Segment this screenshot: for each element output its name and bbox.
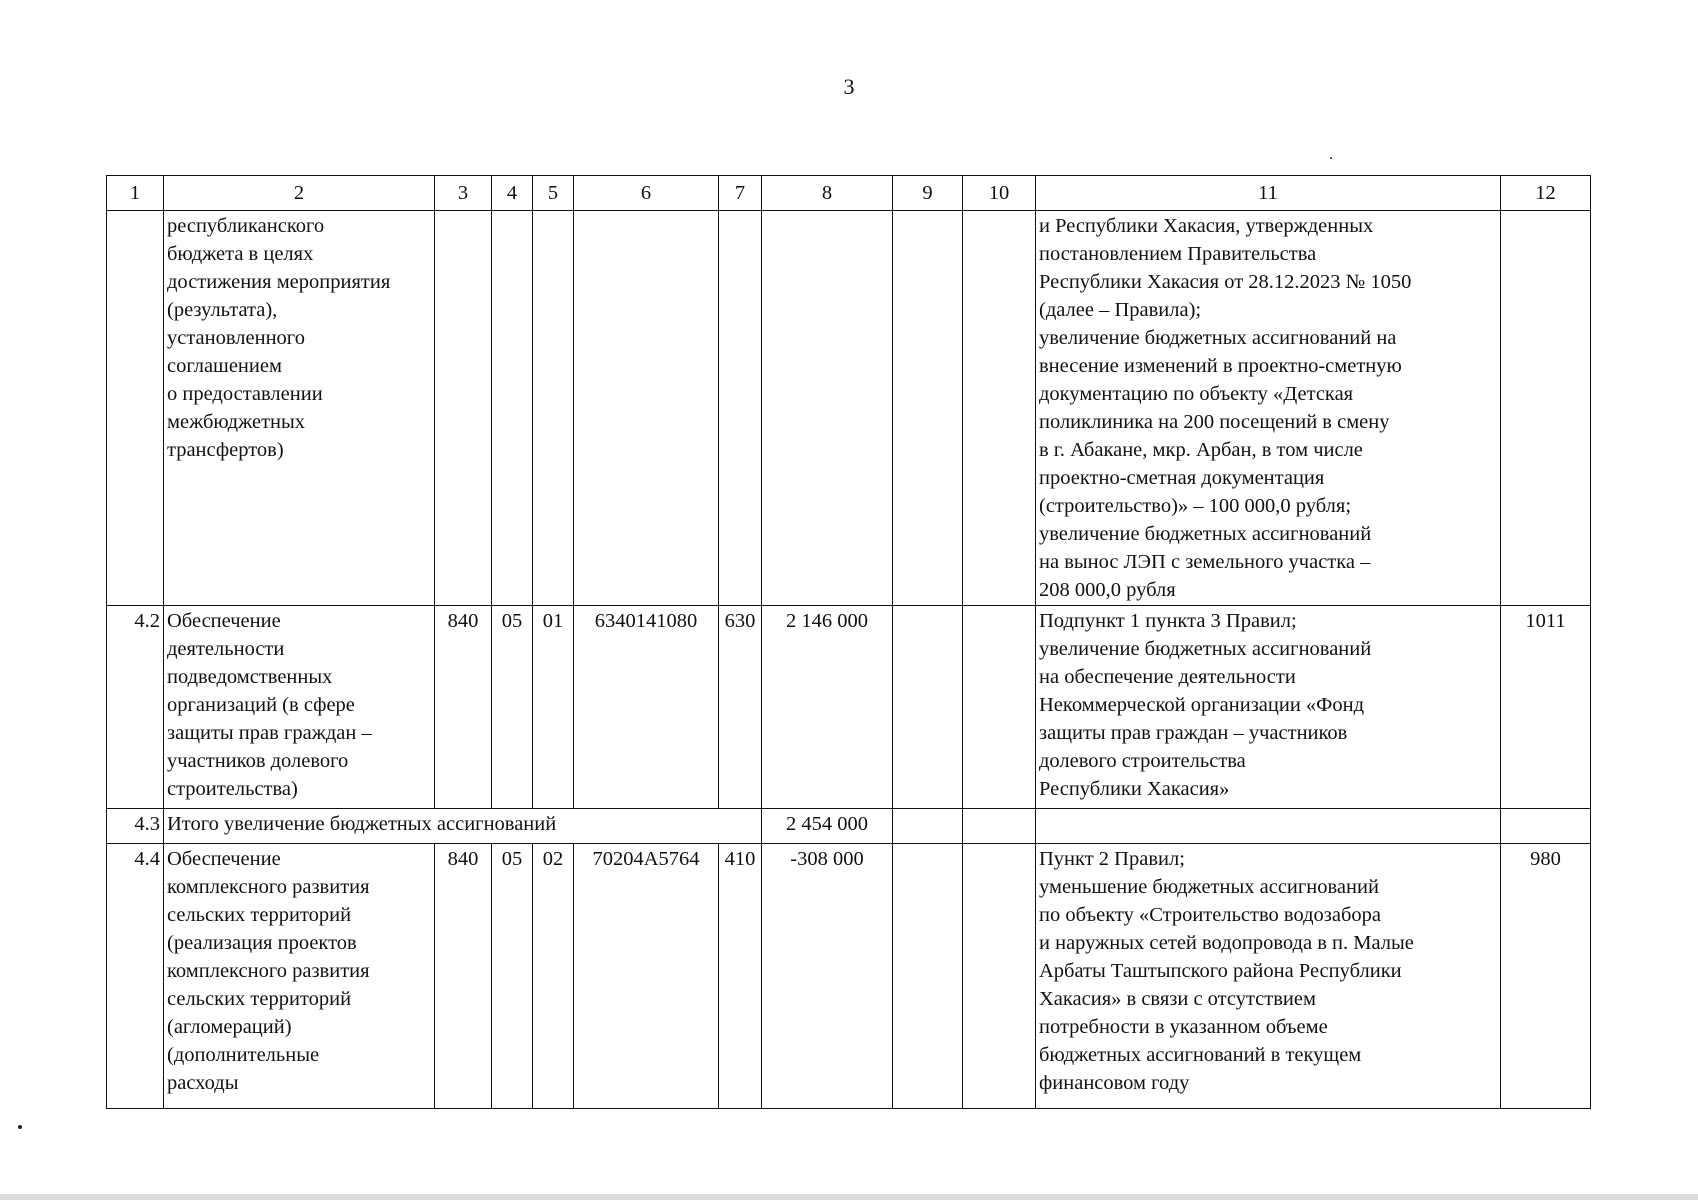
description-line: межбюджетных [167,411,306,433]
row-justification [1036,606,1501,809]
header-cell: 5 [533,176,574,211]
description-line: трансфертов) [167,439,284,461]
note-line: поликлиника на 200 посещений в смену [1039,411,1390,433]
note-line: (далее – Правила); [1039,299,1202,321]
description-line: соглашением [167,355,282,377]
cell-grbs: 840 [435,844,492,1109]
note-line: и Республики Хакасия, утвержденных [1039,215,1374,237]
cell-expense-type: 630 [719,606,762,809]
header-cell: 2 [164,176,435,211]
budget-table [106,175,1591,1109]
cell-grbs: 840 [435,606,492,809]
description-line: сельских территорий [167,904,352,926]
note-line: бюджетных ассигнований в текущем [1039,1044,1362,1066]
scan-edge [0,1194,1698,1200]
description-line: бюджета в целях [167,243,314,265]
description-line: (результата), [167,299,278,321]
note-line: проектно-сметная документация [1039,467,1325,489]
cell-col12: 980 [1501,844,1591,1109]
note-line: документацию по объекту «Детская [1039,383,1354,405]
cell-col10 [963,211,1036,606]
cell-subsection: 01 [533,606,574,809]
header-cell: 6 [574,176,719,211]
scan-dot [1330,157,1332,159]
cell-target-article: 70204A5764 [574,844,719,1109]
description-line: строительства) [167,778,298,800]
cell-col10 [963,606,1036,809]
note-line: долевого строительства [1039,750,1246,772]
cell-amount: 2 146 000 [762,606,893,809]
cell-section: 05 [492,844,533,1109]
row-number: 4.3 [107,809,164,844]
cell-amount: 2 454 000 [762,809,893,844]
cell-subsection [533,211,574,606]
note-line: финансовом году [1039,1072,1190,1094]
note-line: защиты прав граждан – участников [1039,722,1348,744]
description-line: комплексного развития [167,960,370,982]
cell-col10 [963,809,1036,844]
description-line: подведомственных [167,666,333,688]
page-number: 3 [843,74,855,99]
cell-target-article [574,211,719,606]
scan-dot [18,1125,22,1129]
note-line: Республики Хакасия» [1039,778,1230,800]
cell-section [492,211,533,606]
header-cell: 8 [762,176,893,211]
cell-expense-type [719,211,762,606]
cell-col9 [893,211,963,606]
cell-col9 [893,606,963,809]
cell-section: 05 [492,606,533,809]
cell-col12 [1501,211,1591,606]
description-line: комплексного развития [167,876,370,898]
cell-col12: 1011 [1501,606,1591,809]
header-cell: 11 [1036,176,1501,211]
table-row-total [107,809,1591,844]
description-line: достижения мероприятия [167,271,391,293]
cell-col9 [893,809,963,844]
header-cell: 10 [963,176,1036,211]
cell-grbs [435,211,492,606]
description-line: республиканского [167,215,325,237]
row-description [164,606,435,809]
cell-col10 [963,844,1036,1109]
row-number: 4.4 [107,844,164,1109]
note-line: увеличение бюджетных ассигнований [1039,638,1372,660]
header-cell: 9 [893,176,963,211]
header-cell: 3 [435,176,492,211]
description-line: Обеспечение [167,610,281,632]
note-line: по объекту «Строительство водозабора [1039,904,1382,926]
table-row [107,211,1591,606]
description-line: установленного [167,327,305,349]
header-cell: 12 [1501,176,1591,211]
header-cell: 4 [492,176,533,211]
cell-amount [762,211,893,606]
cell-col9 [893,844,963,1109]
note-line: увеличение бюджетных ассигнований на [1039,327,1397,349]
note-line: и наружных сетей водопровода в п. Малые [1039,932,1414,954]
row-number [107,211,164,606]
table-header-row [107,176,1591,211]
note-line: внесение изменений в проектно-сметную [1039,355,1402,377]
note-line: Хакасия» в связи с отсутствием [1039,988,1316,1010]
row-justification [1036,844,1501,1109]
description-line: защиты прав граждан – [167,722,372,744]
note-line: Республики Хакасия от 28.12.2023 № 1050 [1039,271,1412,293]
table-row [107,606,1591,809]
note-line: потребности в указанном объеме [1039,1016,1328,1038]
row-justification [1036,809,1501,844]
cell-target-article: 6340141080 [574,606,719,809]
note-line: Пункт 2 Правил; [1039,848,1185,870]
description-line: организаций (в сфере [167,694,355,716]
note-line: 208 000,0 рубля [1039,579,1176,601]
note-line: на обеспечение деятельности [1039,666,1296,688]
description-line: (агломераций) [167,1016,292,1038]
cell-expense-type: 410 [719,844,762,1109]
cell-subsection: 02 [533,844,574,1109]
note-line: Арбаты Таштыпского района Республики [1039,960,1402,982]
description-line: деятельности [167,638,285,660]
note-line: (строительство)» – 100 000,0 рубля; [1039,495,1352,517]
note-line: Подпункт 1 пункта 3 Правил; [1039,610,1297,632]
cell-col12 [1501,809,1591,844]
cell-amount: -308 000 [762,844,893,1109]
note-line: на вынос ЛЭП с земельного участка – [1039,551,1371,573]
header-cell: 7 [719,176,762,211]
table-row [107,844,1591,1109]
total-label: Итого увеличение бюджетных ассигнований [164,809,762,844]
row-justification [1036,211,1501,606]
description-line: расходы [167,1072,239,1094]
row-number: 4.2 [107,606,164,809]
description-line: Обеспечение [167,848,281,870]
note-line: увеличение бюджетных ассигнований [1039,523,1372,545]
note-line: постановлением Правительства [1039,243,1317,265]
note-line: уменьшение бюджетных ассигнований [1039,876,1379,898]
description-line: о предоставлении [167,383,323,405]
row-description [164,211,435,606]
note-line: Некоммерческой организации «Фонд [1039,694,1365,716]
description-line: (реализация проектов [167,932,357,954]
description-line: (дополнительные [167,1044,320,1066]
description-line: сельских территорий [167,988,352,1010]
note-line: в г. Абакане, мкр. Арбан, в том числе [1039,439,1363,461]
description-line: участников долевого [167,750,349,772]
header-cell: 1 [107,176,164,211]
row-description [164,844,435,1109]
